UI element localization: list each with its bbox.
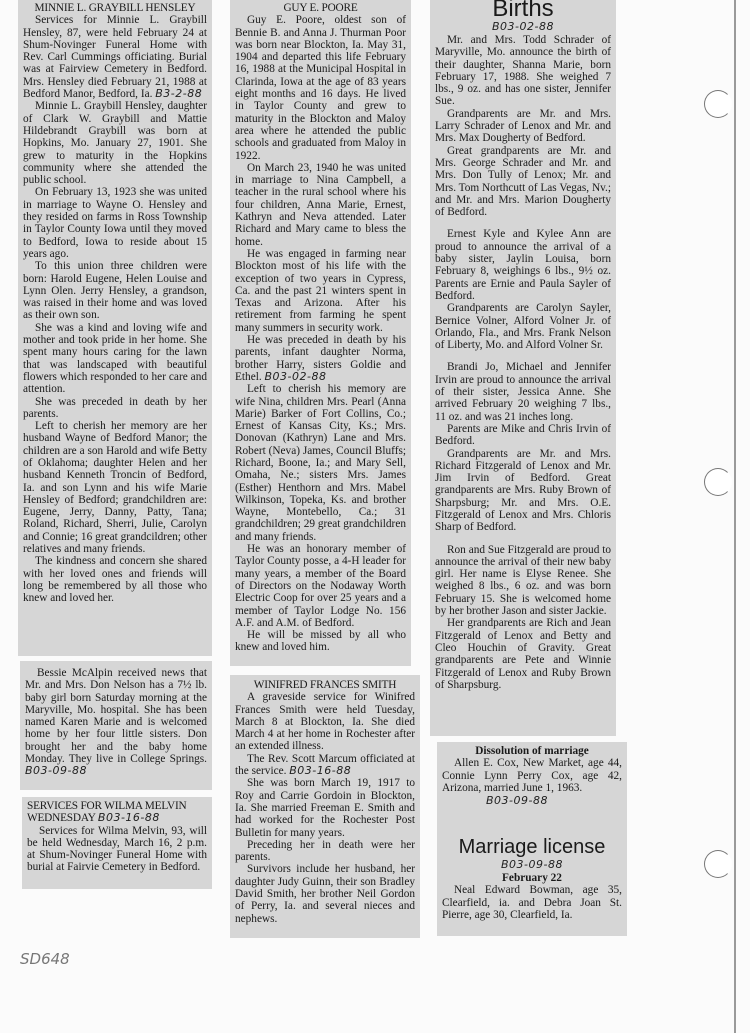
binder-edge (734, 0, 736, 1033)
paragraph: Her grandparents are Rich and Jean Fitzgerald of Lenox and Betty and Cleo Houchin of Gravity. Great grandparents are Pete and Winnie Fitzgerald of Lenox and Ruby Brown of Sharpsburg. (435, 617, 611, 691)
paragraph: Minnie L. Graybill Hensley, daughter of Clark W. Graybill and Mattie Hildebrandt Graybill was born at Hopkins, Mo. January 27, 1901. She grew to maturity in the Hopkins community where she attended the public school. (23, 100, 207, 187)
paragraph-text: Bessie McAlpin received news that Mr. and Mrs. Don Nelson has a 7½ lb. baby girl born Saturday morning at the Maryville, Mo. hospital. She has been named Karen Marie and is welcomed home by her four little sisters. Don brought her and the baby home Monday. They live in College Springs. (25, 667, 207, 766)
paragraph: Grandparents are Mr. and Mrs. Larry Schrader of Lenox and Mr. and Mrs. Max Dougherty of Bedford. (435, 107, 611, 145)
paragraph (235, 334, 406, 383)
handwritten-date: B03-16-88 (97, 811, 160, 825)
paragraph-text: Services for Minnie L. Graybill Hensley, 87, were held February 24 at Shum-Novinger Funeral Home with Rev. Carl Cummings officiating. Burial was at Fairview Cemetery in Bedford. Mrs. Hensley died February 21, 1988 at Bedford Manor, Bedford, Ia. (23, 14, 207, 101)
paragraph: Services for Wilma Melvin, 93, will be held Wednesday, March 16, 2 p.m. at Shum-Novinger Funeral Home with burial at Fairvie Cemetery in Bedford. (27, 824, 207, 874)
paragraph-text: The Rev. Scott Marcum officiated at the service. (235, 752, 415, 778)
paragraph: He was an honorary member of Taylor County posse, a 4-H leader for many years, a member of the Board of Directors on the Nodaway Worth Electric Coop for over 25 years and a member of Taylor Lodge No. 156 A.F. and A.M. of Bedford. (235, 543, 406, 629)
paragraph (235, 753, 415, 778)
handwritten-date: B3-2-88 (155, 87, 203, 101)
paragraph (23, 14, 207, 100)
paragraph: A graveside service for Winifred Frances Smith were held Tuesday, March 8 at Blockton, Ia. She died March 4 at her home in Rochester after an extended illness. (235, 691, 415, 753)
handwritten-date: B03-16-88 (289, 764, 352, 778)
punch-hole (704, 850, 732, 878)
handwritten-date: B03-02-88 (264, 369, 327, 383)
page-reference: SD648 (20, 950, 70, 968)
birth-notice-nelson (20, 661, 212, 790)
handwritten-date: B03-09-88 (486, 794, 548, 808)
obituary-poore (230, 0, 411, 666)
clipping-title: WINIFRED FRANCES SMITH (253, 679, 397, 691)
paragraph: She was born March 19, 1917 to Roy and Carrie Gordoin in Blockton, Ia. She married Freeman E. Smith and had worked for the Rochester Post Bulletin for many years. (235, 777, 415, 839)
paragraph: Grandparents are Mr. and Mrs. Richard Fitzgerald of Lenox and Mr. Jim Irvin of Bedford. Great grandparents are Mrs. Ruby Brown of Sharpsburg; Mr. and Mrs. O.E. Fitzgerald of Lenox and Mrs. Chloris Sharp of Bedford. (435, 447, 611, 534)
license-date: February 22 (502, 872, 562, 885)
paragraph (25, 667, 207, 778)
obituary-hensley (18, 0, 212, 656)
handwritten-date: B03-09-88 (25, 764, 87, 778)
note-row (442, 794, 622, 808)
paragraph: Mr. and Mrs. Todd Schrader of Maryville, Mo. announce the birth of their daughter, Shanna Marie, born February 17, 1988. She weighed 7 lbs., 9 oz. and has one sister, Jennifer Sue. (435, 34, 611, 108)
punch-hole (704, 90, 732, 118)
paragraph: Preceding her in death were her parents. (235, 838, 415, 864)
court-records (437, 742, 627, 936)
section-title: Marriage license (458, 836, 606, 859)
paragraph: Parents are Mike and Chris Irvin of Bedford. (435, 422, 611, 448)
obituary-smith (230, 675, 420, 938)
handwritten-date: B03-02-88 (492, 20, 554, 33)
paragraph: He was engaged in farming near Blockton most of his life with the exception of two years in Cypress, Ca. and the past 21 winters spent in Texas and Arizona. After his retirement from farming he spent many summers in security work. (235, 247, 406, 334)
title-text: SERVICES FOR WILMA MELVIN WEDNESDAY (27, 800, 187, 825)
paragraph: Neal Edward Bowman, age 35, Clearfield, ia. and Debra Joan St. Pierre, age 30, Clearfield, Ia. (442, 884, 622, 922)
section-title: Births (492, 0, 554, 22)
handwritten-date: B03-09-88 (501, 858, 563, 872)
paragraph: On February 13, 1923 she was united in marriage to Wayne O. Hensley and they resided on farms in Ross Township in Taylor County Iowa until they moved to Bedford, Iowa to reside about 15 years ago. (23, 186, 207, 260)
paragraph: Left to cherish his memory are wife Nina, children Mrs. Pearl (Anna Marie) Barker of Fort Collins, Co.; Ernest of Kansas City, Ks.; Mrs. Donovan (Kathryn) Lane and Mrs. Robert (Neva) James, Council Bluffs; Richard, Boone, Ia.; and Mary Sell, Omaha, Ne.; sisters Mrs. James (Esther) Henthorn and Mrs. Mabel Wilkinson, Topeka, Ks. and brother Wayne, Montebello, Ca.; 31 grandchildren; 29 great grandchildren and many friends. (235, 383, 406, 543)
paragraph: Grandparents are Carolyn Sayler, Bernice Volner, Alford Volner Jr. of Orlando, Fla., and Mrs. Frank Nelson of Liberty, Mo. and Alford Volner Sr. (435, 302, 611, 352)
paragraph: The kindness and concern she shared with her loved ones and friends will long be remembered by all those who knew and loved her. (23, 555, 207, 605)
obituary-melvin (22, 797, 212, 889)
paragraph: Ron and Sue Fitzgerald are proud to announce the arrival of their new baby girl. Her name is Elyse Renee. She weighed 8 lbs., 6 oz. and was born February 15. She is welcomed home by her brother Jason and sister Jackie. (435, 543, 611, 618)
paragraph: Ernest Kyle and Kylee Ann are proud to announce the arrival of a baby sister, Jaylin Louisa, born February 8, weighings 6 lbs., 9½ oz. Parents are Ernie and Paula Sayler of Bedford. (435, 228, 611, 302)
paragraph: She was preceded in death by her parents. (23, 395, 207, 420)
paragraph: She was a kind and loving wife and mother and took pride in her home. She spent many hours caring for the lawn that was landscaped with beautiful flowers which responded to her care and attention. (23, 321, 207, 396)
paragraph: Great grandparents are Mr. and Mrs. George Schrader and Mr. and Mrs. Don Tully of Lenox; Mr. and Mrs. Tom Northcutt of Las Vegas, Nv.; and Mr. and Mrs. Marion Dougherty of Bedford. (435, 144, 611, 219)
paragraph-text: He was preceded in death by his parents, infant daughter Norma, brother Harry, sisters Goldie and Ethel. (235, 334, 406, 383)
punch-hole (704, 468, 732, 496)
paragraph: Guy E. Poore, oldest son of Bennie B. and Anna J. Thurman Poor was born near Blockton, Ia. May 31, 1904 and departed this life February 16, 1988 at the Municipal Hospital in Clarinda, Iowa at the age of 83 years eight months and 16 days. He lived in Taylor County and grew to maturity in the Blockton and Maloy area where he attended the public schools and graduated from Maloy in 1922. (235, 14, 406, 162)
clipping-title: GUY E. POORE (283, 2, 358, 14)
note-row (442, 858, 622, 872)
paragraph: He will be missed by all who knew and loved him. (235, 629, 406, 654)
paragraph: On March 23, 1940 he was united in marriage to Nina Campbell, a teacher in the rural school where his four children, Anna Marie, Ernest, Kathryn and Neva attended. Later Richard and Mary came to bless the home. (235, 161, 406, 248)
paragraph: To this union three children were born: Harold Eugene, Helen Louise and Lynn Olen. Jerry Hensley, a grandson, was raised in their home and was loved as their own son. (23, 260, 207, 322)
clipping-title: MINNIE L. GRAYBILL HENSLEY (34, 2, 196, 14)
clipping-title: Dissolution of marriage (475, 745, 589, 757)
note-row (435, 20, 611, 34)
paragraph: Allen E. Cox, New Market, age 44, Connie Lynn Perry Cox, age 42, Arizona, married June 1, 1963. (442, 757, 622, 794)
paragraph: Left to cherish her memory are her husband Wayne of Bedford Manor; the children are a son Harold and wife Betty of Oklahoma; daughter Helen and her husband Kenneth Troncin of Bedford, Ia. and son Lynn and his wife Marie Hensley of Bedford; grandchildren are: Eugene, Jerry, Danny, Patty, Tana; Roland, Richard, Sherri, Julie, Carolyn and Connie; 16 great grandcildren; other relatives and many friends. (23, 420, 207, 556)
paragraph: Survivors include her husband, her daughter Judy Guinn, their son Bradley David Smith, her brother Neil Gordon of Perry, Ia. and several nieces and nephews. (235, 863, 415, 925)
births-column (430, 0, 616, 736)
clipping-title (27, 800, 207, 825)
paragraph: Brandi Jo, Michael and Jennifer Irvin are proud to announce the arrival of their sister, Jessica Anne. She arrived February 20 weighing 7 lbs., 11 oz. and was 21 inches long. (435, 361, 611, 423)
